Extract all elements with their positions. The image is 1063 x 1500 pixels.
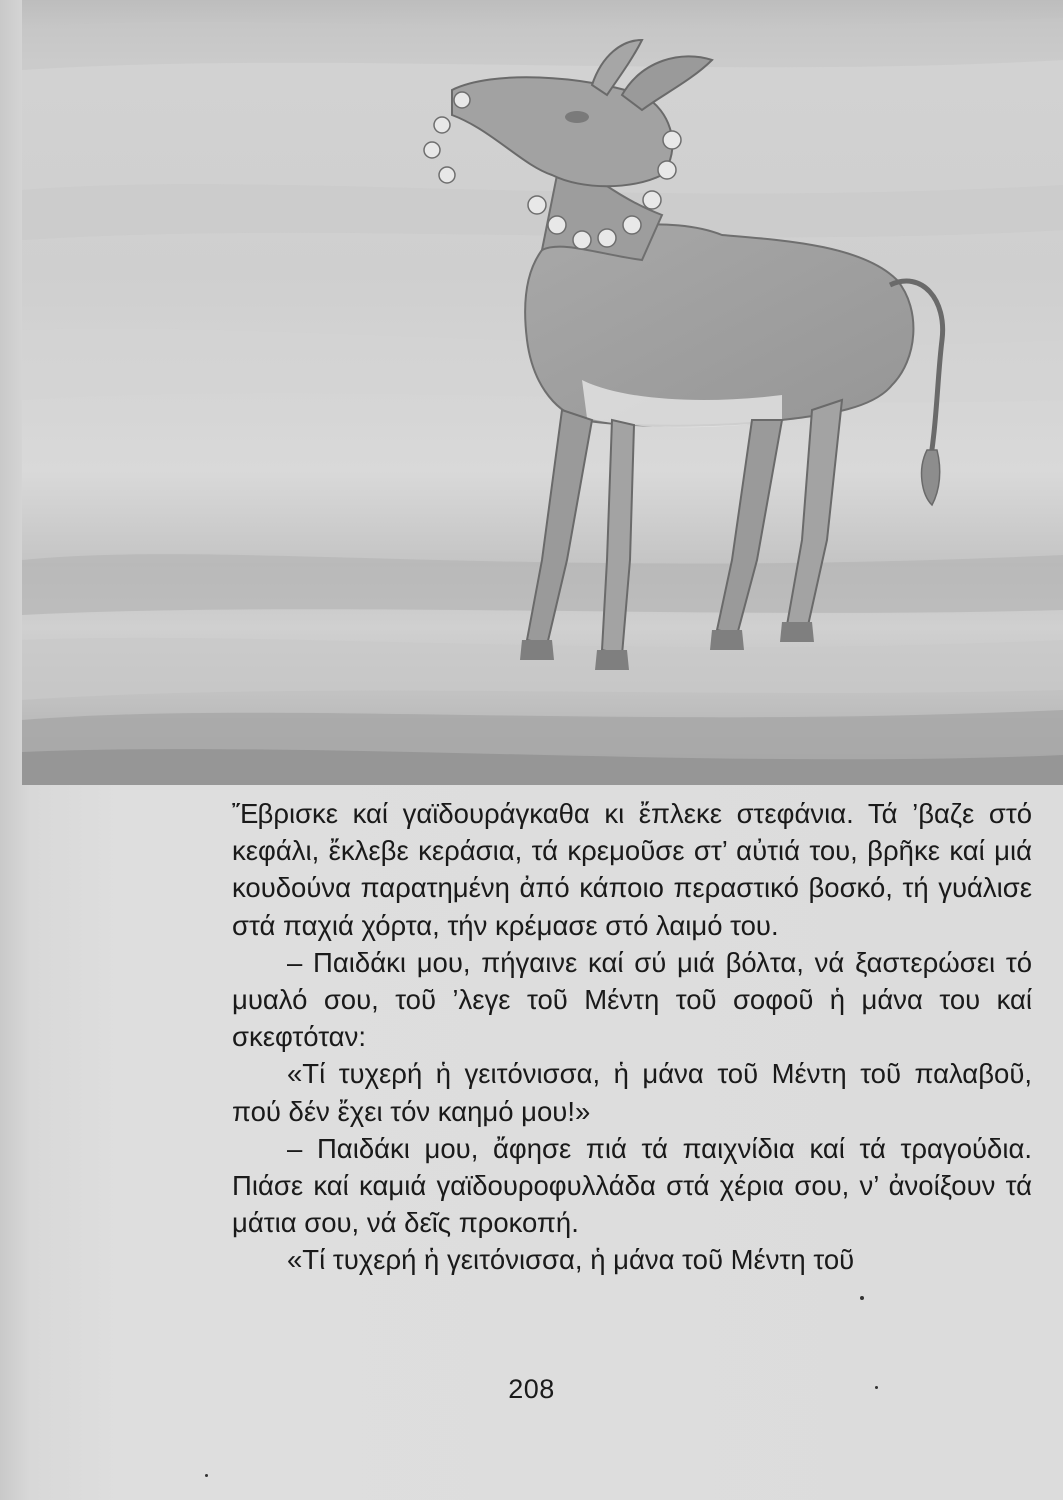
story-text xyxy=(232,795,1032,1279)
donkey-illustration xyxy=(22,0,1063,785)
paragraph-1: Ἔβρισκε καί γαϊδουράγκαθα κι ἔπλεκε στεφάνια. Τά ’βαζε στό κεφάλι, ἔκλεβε κεράσια, τά κρεμοῦσε στ’ αὐτιά του, βρῆκε καί μιά κουδούνα παρατημένη ἀπό κάποιο περαστικό βοσκό, τή γυάλισε στά παχιά χόρτα, τήν κρέμασε στό λαιμό του. xyxy=(232,798,1032,941)
paragraph-5: «Τί τυχερή ἡ γειτόνισσα, ἡ μάνα τοῦ Μέντη τοῦ xyxy=(287,1244,855,1276)
ink-speck xyxy=(205,1474,208,1477)
paragraph-2: – Παιδάκι μου, πήγαινε καί σύ μιά βόλτα, νά ξαστερώσει τό μυαλό σου, τοῦ ’λεγε τοῦ Μέντη τοῦ σοφοῦ ἡ μάνα του καί σκεφτόταν: xyxy=(232,946,1032,1053)
page-number: 208 xyxy=(508,1374,555,1404)
ink-speck xyxy=(860,1296,864,1300)
ink-speck xyxy=(875,1386,878,1389)
paragraph-3: «Τί τυχερή ἡ γειτόνισσα, ἡ μάνα τοῦ Μέντη τοῦ παλαβοῦ, πού δέν ἔχει τόν καημό μου!» xyxy=(232,1058,1032,1127)
paragraph-4: – Παιδάκι μου, ἄφησε πιά τά παιχνίδια καί τά τραγούδια. Πιάσε καί καμιά γαϊδουροφυλλάδα στά χέρια σου, ν’ ἀνοίξουν τά μάτια σου, νά δεῖς προκοπή. xyxy=(232,1132,1032,1239)
